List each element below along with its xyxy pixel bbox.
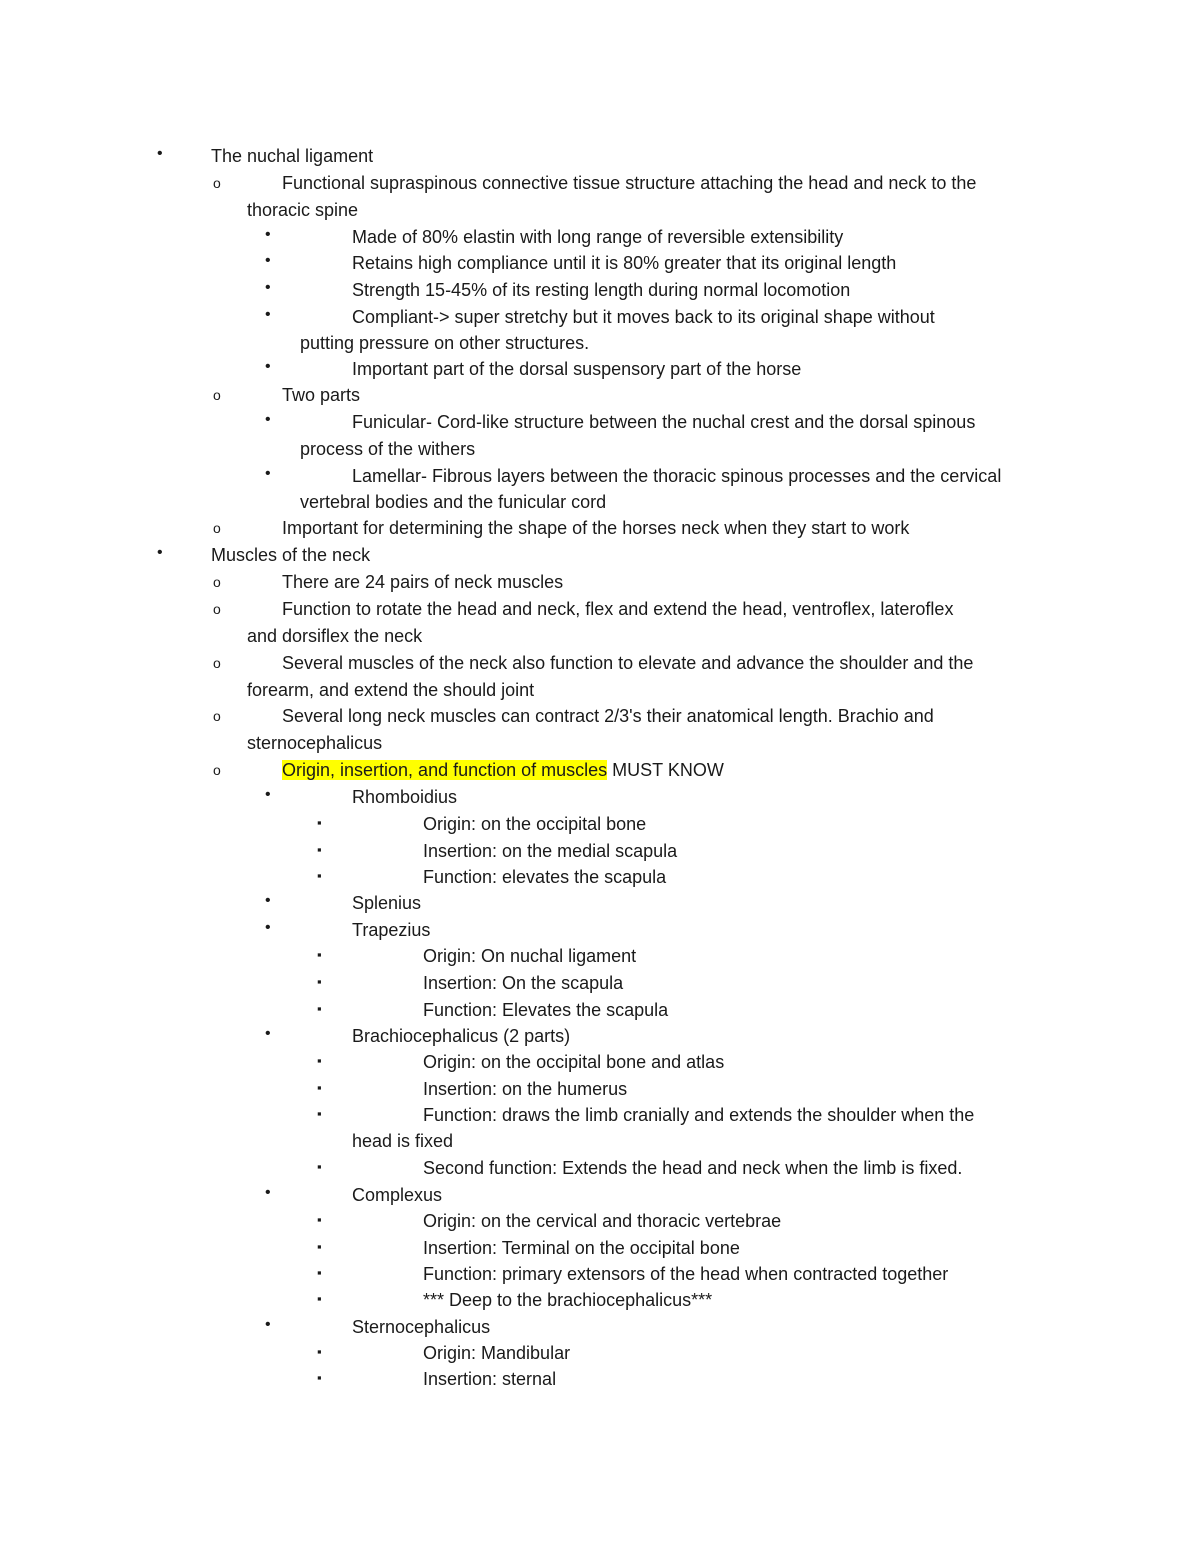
- bullet-square-icon: ▪: [317, 1344, 322, 1359]
- muscle-detail: Insertion: sternal: [423, 1369, 557, 1389]
- list-item: There are 24 pairs of neck muscles: [282, 572, 564, 592]
- bullet-disc-icon: •: [265, 1316, 271, 1333]
- muscle-detail: Function: Elevates the scapula: [423, 1000, 669, 1020]
- bullet-square-icon: ▪: [317, 1265, 322, 1280]
- list-item: Funicular- Cord-like structure between the nuchal crest and the dorsal spinous: [352, 412, 976, 432]
- muscle-detail: Insertion: on the humerus: [423, 1079, 628, 1099]
- section-title: Muscles of the neck: [211, 545, 371, 565]
- muscle-detail: Origin: on the cervical and thoracic vertebrae: [423, 1211, 782, 1231]
- list-item: Two parts: [282, 385, 361, 405]
- bullet-square-icon: ▪: [317, 1106, 322, 1121]
- bullet-disc-icon: •: [265, 1184, 271, 1201]
- bullet-square-icon: ▪: [317, 1370, 322, 1385]
- list-item-continuation: putting pressure on other structures.: [300, 333, 590, 353]
- muscle-name: Brachiocephalicus (2 parts): [352, 1026, 571, 1046]
- bullet-disc-icon: •: [265, 1025, 271, 1042]
- muscle-detail: Origin: On nuchal ligament: [423, 946, 637, 966]
- list-item-continuation: forearm, and extend the should joint: [247, 680, 535, 700]
- list-item: Functional supraspinous connective tissue structure attaching the head and neck to the: [282, 173, 977, 193]
- list-item-continuation: and dorsiflex the neck: [247, 626, 423, 646]
- list-item: Lamellar- Fibrous layers between the thoracic spinous processes and the cervical: [352, 466, 1002, 486]
- muscle-name: Trapezius: [352, 920, 431, 940]
- bullet-disc-icon: •: [265, 279, 271, 296]
- bullet-disc-icon: •: [265, 411, 271, 428]
- bullet-square-icon: ▪: [317, 1239, 322, 1254]
- bullet-square-icon: ▪: [317, 974, 322, 989]
- list-item: Several long neck muscles can contract 2/3's their anatomical length. Brachio and: [282, 706, 934, 726]
- bullet-circle-icon: o: [213, 387, 221, 403]
- list-item-continuation: vertebral bodies and the funicular cord: [300, 492, 607, 512]
- bullet-square-icon: ▪: [317, 1001, 322, 1016]
- muscle-name: Rhomboidius: [352, 787, 458, 807]
- bullet-circle-icon: o: [213, 655, 221, 671]
- bullet-circle-icon: o: [213, 762, 221, 778]
- bullet-disc-icon: •: [265, 892, 271, 909]
- bullet-disc-icon: •: [265, 358, 271, 375]
- muscle-name: Complexus: [352, 1185, 443, 1205]
- muscle-detail: Function: draws the limb cranially and extends the shoulder when the: [423, 1105, 975, 1125]
- bullet-disc-icon: •: [265, 252, 271, 269]
- muscle-detail: Insertion: on the medial scapula: [423, 841, 678, 861]
- emphasis-text: MUST KNOW: [607, 760, 724, 780]
- bullet-square-icon: ▪: [317, 842, 322, 857]
- list-item-continuation: sternocephalicus: [247, 733, 383, 753]
- bullet-square-icon: ▪: [317, 1212, 322, 1227]
- bullet-circle-icon: o: [213, 175, 221, 191]
- bullet-disc-icon: •: [265, 919, 271, 936]
- muscle-detail: Function: primary extensors of the head when contracted together: [423, 1264, 949, 1284]
- bullet-square-icon: ▪: [317, 1291, 322, 1306]
- bullet-circle-icon: o: [213, 708, 221, 724]
- bullet-square-icon: ▪: [317, 947, 322, 962]
- list-item: Several muscles of the neck also function to elevate and advance the shoulder and the: [282, 653, 974, 673]
- list-item: Compliant-> super stretchy but it moves back to its original shape without: [352, 307, 935, 327]
- bullet-square-icon: ▪: [317, 868, 322, 883]
- section-title: The nuchal ligament: [211, 146, 374, 166]
- bullet-circle-icon: o: [213, 574, 221, 590]
- muscle-detail: Second function: Extends the head and neck when the limb is fixed.: [423, 1158, 963, 1178]
- list-item: Important for determining the shape of the horses neck when they start to work: [282, 518, 910, 538]
- muscle-name: Sternocephalicus: [352, 1317, 491, 1337]
- muscle-detail: Insertion: Terminal on the occipital bone: [423, 1238, 740, 1258]
- muscle-detail-continuation: head is fixed: [352, 1131, 454, 1151]
- list-item: Made of 80% elastin with long range of reversible extensibility: [352, 227, 844, 247]
- muscle-name: Splenius: [352, 893, 422, 913]
- bullet-disc-icon: •: [265, 226, 271, 243]
- muscle-detail: Origin: Mandibular: [423, 1343, 571, 1363]
- bullet-disc-icon: •: [157, 145, 163, 162]
- bullet-disc-icon: •: [265, 786, 271, 803]
- list-item: [282, 757, 724, 783]
- bullet-disc-icon: •: [265, 306, 271, 323]
- highlighted-text: Origin, insertion, and function of muscles: [282, 760, 608, 780]
- bullet-square-icon: ▪: [317, 1080, 322, 1095]
- muscle-detail: Insertion: On the scapula: [423, 973, 624, 993]
- bullet-circle-icon: o: [213, 520, 221, 536]
- bullet-circle-icon: o: [213, 601, 221, 617]
- muscle-detail: Origin: on the occipital bone: [423, 814, 647, 834]
- list-item: Retains high compliance until it is 80% greater that its original length: [352, 253, 897, 273]
- muscle-detail: Function: elevates the scapula: [423, 867, 667, 887]
- bullet-square-icon: ▪: [317, 1159, 322, 1174]
- muscle-detail: Origin: on the occipital bone and atlas: [423, 1052, 725, 1072]
- bullet-square-icon: ▪: [317, 1053, 322, 1068]
- list-item-continuation: process of the withers: [300, 439, 476, 459]
- list-item: Important part of the dorsal suspensory part of the horse: [352, 359, 802, 379]
- bullet-disc-icon: •: [265, 465, 271, 482]
- list-item-continuation: thoracic spine: [247, 200, 359, 220]
- list-item: Function to rotate the head and neck, flex and extend the head, ventroflex, lateroflex: [282, 599, 954, 619]
- muscle-detail: *** Deep to the brachiocephalicus***: [423, 1290, 713, 1310]
- bullet-square-icon: ▪: [317, 815, 322, 830]
- list-item: Strength 15-45% of its resting length during normal locomotion: [352, 280, 851, 300]
- bullet-disc-icon: •: [157, 544, 163, 561]
